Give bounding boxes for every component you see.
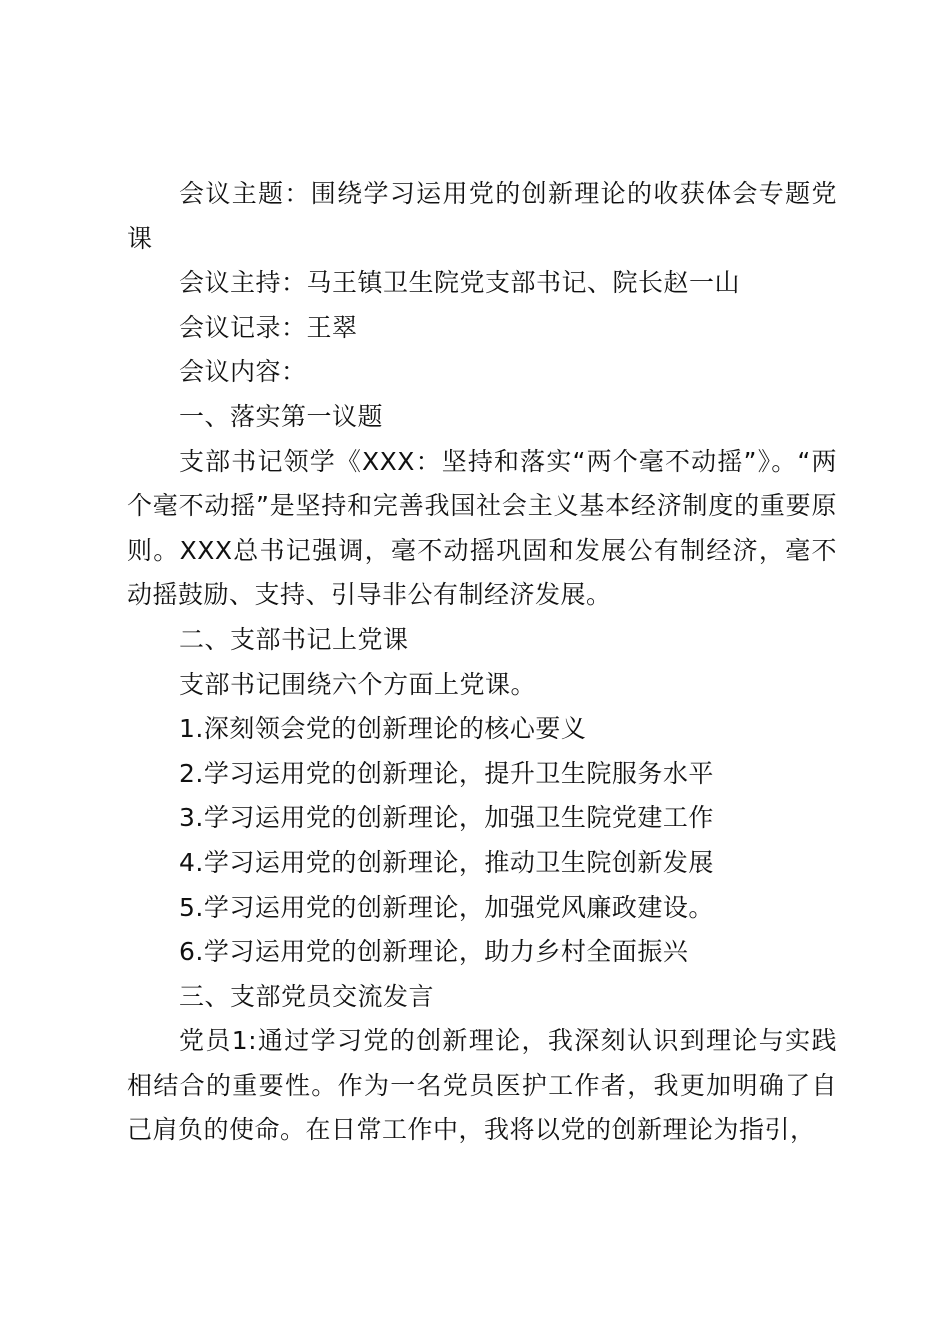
- list-item: 2.学习运用党的创新理论，提升卫生院服务水平: [179, 758, 714, 788]
- list-item: 6.学习运用党的创新理论，助力乡村全面振兴: [179, 937, 689, 967]
- list-item: 5.学习运用党的创新理论，加强党风廉政建设。: [179, 892, 714, 922]
- section-heading-3: 三、支部党员交流发言: [179, 981, 435, 1011]
- section-1-paragraph: 支部书记领学《XXX：坚持和落实“两个毫不动摇”》。“两个毫不动摇”是坚持和完善我国社会主义基本经济制度的重要原则。XXX总书记强调，毫不动摇巩固和发展公有制经济，毫不动摇鼓励、支持、引导非公有制经济发展。: [127, 446, 837, 610]
- section-2-intro: 支部书记围绕六个方面上党课。: [179, 669, 537, 699]
- document-body: [127, 172, 837, 1153]
- member-1-speech: 党员1:通过学习党的创新理论，我深刻认识到理论与实践相结合的重要性。作为一名党员医护工作者，我更加明确了自己肩负的使命。在日常工作中，我将以党的创新理论为指引，: [127, 1026, 837, 1145]
- meeting-host: 会议主持：马王镇卫生院党支部书记、院长赵一山: [179, 268, 741, 298]
- list-item: 1.深刻领会党的创新理论的核心要义: [179, 714, 587, 744]
- section-heading-2: 二、支部书记上党课: [179, 624, 409, 654]
- list-item: 3.学习运用党的创新理论，加强卫生院党建工作: [179, 803, 714, 833]
- meeting-topic: 会议主题：围绕学习运用党的创新理论的收获体会专题党课: [127, 179, 837, 253]
- meeting-content-label: 会议内容：: [179, 357, 307, 387]
- section-heading-1: 一、落实第一议题: [179, 401, 384, 431]
- meeting-recorder: 会议记录：王翠: [179, 312, 358, 342]
- list-item: 4.学习运用党的创新理论，推动卫生院创新发展: [179, 847, 714, 877]
